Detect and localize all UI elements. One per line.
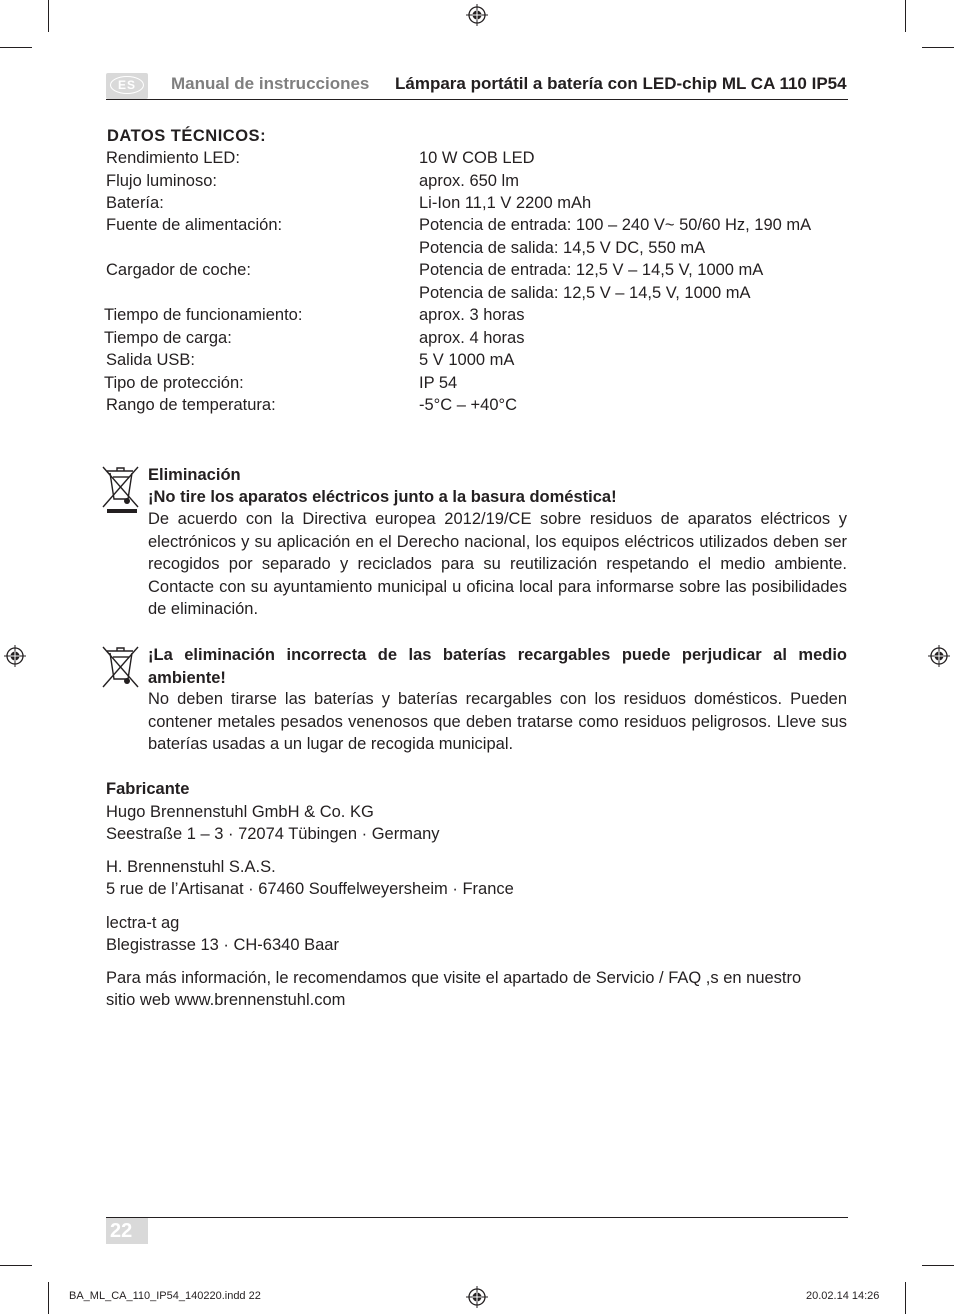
crop-mark	[905, 0, 906, 32]
crop-mark	[905, 1282, 906, 1314]
spec-value: 5 V 1000 mA	[419, 351, 515, 369]
registration-mark-icon	[4, 645, 26, 667]
spec-value: Potencia de entrada: 100 – 240 V~ 50/60 Hz, 190 mA	[419, 216, 812, 234]
language-badge	[106, 73, 148, 99]
slug-date: 20.02.14 14:26	[806, 1290, 880, 1302]
manufacturer-line: lectra-t ag	[106, 914, 180, 932]
footer-rule	[106, 1217, 848, 1218]
slug-filename: BA_ML_CA_110_IP54_140220.indd 22	[69, 1290, 261, 1302]
manufacturer-line: 5 rue de l’Artisanat · 67460 Souffelweyersheim · France	[106, 880, 514, 898]
crop-mark	[0, 1265, 32, 1266]
registration-mark-icon	[466, 4, 488, 26]
spec-label: Rendimiento LED:	[106, 149, 240, 167]
crop-mark	[48, 0, 49, 32]
spec-label: Tipo de protección:	[104, 374, 244, 392]
page-number: 22	[106, 1218, 148, 1244]
service-info: sitio web www.brennenstuhl.com	[106, 991, 346, 1009]
crop-mark	[922, 47, 954, 48]
spec-label: Tiempo de carga:	[104, 329, 232, 347]
manufacturer-line: Blegistrasse 13 · CH-6340 Baar	[106, 936, 339, 954]
crop-mark	[48, 1282, 49, 1314]
spec-label: Flujo luminoso:	[106, 172, 217, 190]
crop-mark	[0, 47, 32, 48]
crop-mark	[922, 1265, 954, 1266]
product-title: Lámpara portátil a batería con LED-chip ML CA 110 IP54	[395, 74, 847, 93]
spec-label: Fuente de alimentación:	[106, 216, 283, 234]
battery-text: No deben tirarse las baterías y baterías recargables con los residuos domésticos. Pueden contener metales pesados venenosos que deben tratarse como residuos peligrosos. Lleve sus baterías usadas a un lugar de recogida municipal.	[148, 690, 847, 753]
spec-label: Batería:	[106, 194, 164, 212]
spec-label: Cargador de coche:	[106, 261, 251, 279]
spec-label: Rango de temperatura:	[106, 396, 276, 414]
spec-value: Potencia de salida: 12,5 V – 14,5 V, 1000 mA	[419, 284, 751, 302]
spec-value: Li-Ion 11,1 V 2200 mAh	[419, 194, 592, 212]
manufacturer-line: Hugo Brennenstuhl GmbH & Co. KG	[106, 803, 374, 821]
language-code: ES	[110, 76, 144, 94]
spec-label: Tiempo de funcionamiento:	[104, 306, 303, 324]
crossed-out-wheelie-bin-icon	[102, 643, 142, 693]
disposal-text: De acuerdo con la Directiva europea 2012/19/CE sobre residuos de aparatos eléctricos y electrónicos y su aplicación en el Derecho nacional, los equipos eléctricos utilizados deben ser recogidos por separado y reciclados para su reutilización respetando el medio ambiente. Contacte con su ayuntamiento municipal u oficina local para informarse sobre las posibilidades de eliminación.	[148, 510, 847, 618]
manual-label: Manual de instrucciones	[171, 74, 370, 93]
disposal-warning: ¡No tire los aparatos eléctricos junto a la basura doméstica!	[148, 488, 617, 506]
spec-value: aprox. 3 horas	[419, 306, 525, 324]
spec-value: IP 54	[419, 374, 458, 392]
spec-value: -5°C – +40°C	[419, 396, 518, 414]
registration-mark-icon	[928, 645, 950, 667]
spec-label: Salida USB:	[106, 351, 195, 369]
crossed-out-wheelie-bin-icon	[102, 463, 142, 513]
header-rule	[106, 99, 848, 100]
manufacturer-line: Seestraße 1 – 3 · 72074 Tübingen · Germany	[106, 825, 440, 843]
disposal-heading: Eliminación	[148, 466, 241, 484]
spec-value: Potencia de entrada: 12,5 V – 14,5 V, 1000 mA	[419, 261, 764, 279]
service-info: Para más información, le recomendamos que visite el apartado de Servicio / FAQ ,s en nuestro	[106, 969, 802, 987]
spec-value: aprox. 650 lm	[419, 172, 519, 190]
spec-value: 10 W COB LED	[419, 149, 535, 167]
spec-value: aprox. 4 horas	[419, 329, 525, 347]
specs-heading: DATOS TÉCNICOS:	[107, 127, 267, 145]
battery-warning: ¡La eliminación incorrecta de las baterías recargables puede perjudicar al medio ambiente!	[148, 646, 847, 687]
spec-value: Potencia de salida: 14,5 V DC, 550 mA	[419, 239, 706, 257]
registration-mark-icon	[466, 1286, 488, 1308]
manufacturer-line: H. Brennenstuhl S.A.S.	[106, 858, 276, 876]
manufacturer-heading: Fabricante	[106, 780, 190, 798]
